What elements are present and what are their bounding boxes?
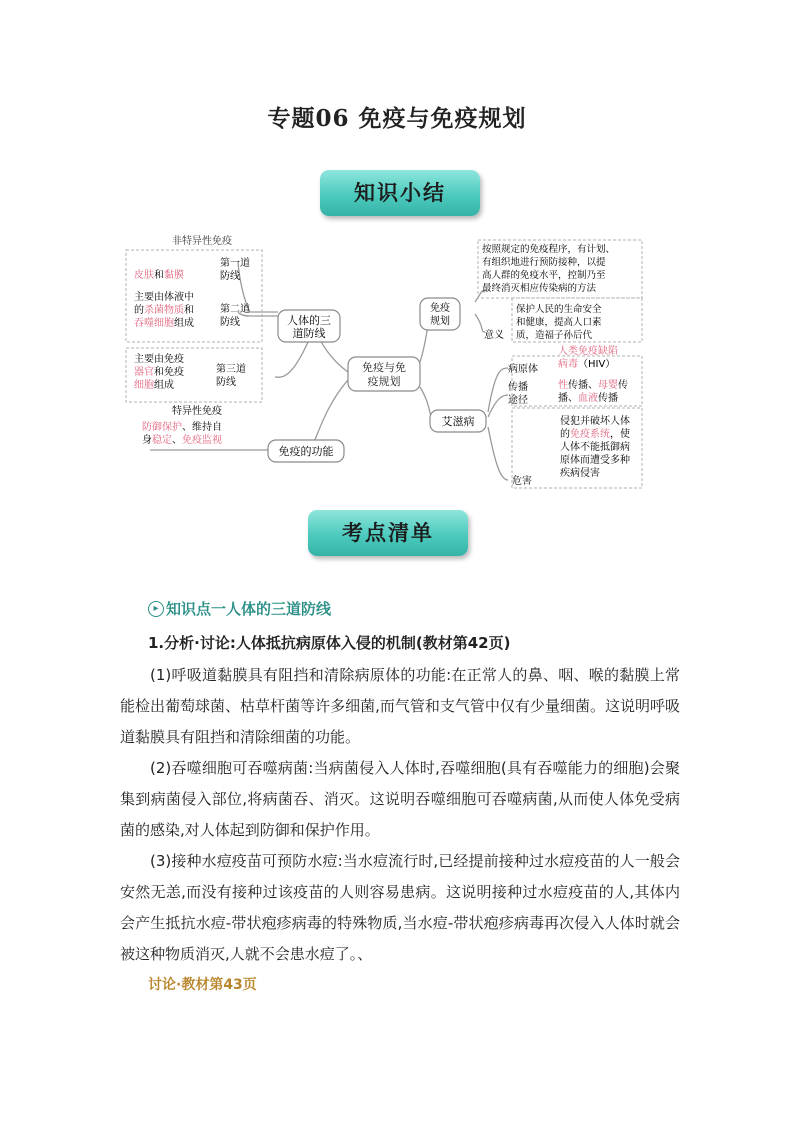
svg-text:播、血液传播: 播、血液传播: [558, 393, 618, 404]
svg-text:防线: 防线: [216, 377, 236, 388]
nonspecific-label: 非特异性免疫: [172, 236, 232, 247]
svg-text:病毒（HIV）: 病毒（HIV）: [558, 359, 616, 370]
mind-map: [120, 232, 648, 500]
svg-text:器官和免疫: 器官和免疫: [134, 367, 184, 378]
svg-text:的免疫系统，使: 的免疫系统，使: [560, 429, 630, 440]
meaning-desc-1: 和健康，提高人口素: [516, 317, 602, 328]
analysis-heading: 1.分析·讨论:人体抵抗病原体入侵的机制(教材第42页): [148, 634, 511, 652]
meaning-desc-0: 保护人民的生命安全: [516, 304, 602, 315]
meaning-desc-2: 质，造福子孙后代: [516, 330, 593, 341]
plan-desc-3: 最终消灭相应传染病的方法: [482, 283, 597, 294]
section-heading: [148, 598, 331, 619]
harm-label: 危害: [512, 476, 532, 487]
pathogen-label: 病原体: [508, 364, 538, 375]
third-line-desc: 主要由免疫: [134, 354, 184, 365]
svg-text:疫规划: 疫规划: [367, 375, 401, 388]
checklist-banner: 考点清单: [308, 510, 468, 556]
svg-text:人体不能抵御病: 人体不能抵御病: [560, 442, 630, 453]
svg-text:途径: 途径: [508, 395, 528, 406]
paragraph-3: (3)接种水痘疫苗可预防水痘:当水痘流行时,已经提前接种过水痘疫苗的人一般会安然无恙,而没有接种过该疫苗的人则容易患病。这说明接种过水痘疫苗的人,其体内会产生抵抗水痘-带状疱疹病毒的特殊物质,当水痘-带状疱疹病毒再次侵入人体时就会被这种物质消灭,人就不会患水痘了。、: [120, 852, 680, 963]
second-line-desc: 主要由体液中: [134, 292, 194, 303]
svg-text:防线: 防线: [220, 317, 240, 328]
route-label: 传播: [508, 382, 528, 393]
pathogen-desc: 人类免疫缺陷: [558, 346, 618, 357]
discussion-link[interactable]: 讨论·教材第43页: [148, 977, 257, 993]
second-line-label: 第二道: [220, 304, 250, 315]
svg-text:道防线: 道防线: [292, 327, 326, 340]
section-heading-text: 知识点一人体的三道防线: [166, 600, 332, 618]
meaning-label: 意义: [484, 330, 504, 341]
center-node: 免疫与免: [362, 361, 406, 374]
svg-text:疾病侵害: 疾病侵害: [560, 468, 600, 479]
route-desc: 性传播、母婴传: [558, 380, 628, 391]
aids-node: 艾滋病: [441, 415, 475, 428]
harm-desc: 侵犯并破坏人体: [560, 416, 630, 427]
first-line-label: 第一道: [220, 258, 250, 269]
svg-text:规划: 规划: [430, 316, 450, 327]
defense-node: 人体的三: [287, 314, 331, 327]
summary-banner: 知识小结: [320, 170, 480, 216]
plan-node: 免疫: [430, 303, 450, 314]
page-title: 专题06 免疫与免疫规划: [267, 105, 527, 132]
svg-text:细胞组成: 细胞组成: [134, 380, 174, 391]
function-node: 免疫的功能: [278, 445, 334, 458]
paragraph-1: (1)呼吸道黏膜具有阻挡和清除病原体的功能:在正常人的鼻、咽、喉的黏膜上常能检出葡萄球菌、枯草杆菌等许多细菌,而气管和支气管中仅有少量细菌。这说明呼吸道黏膜具有阻挡和清除细菌的功能。: [120, 666, 680, 746]
plan-desc-1: 有组织地进行预防接种，以提: [482, 257, 606, 268]
third-line-label: 第三道: [216, 364, 246, 375]
svg-text:防线: 防线: [220, 271, 240, 282]
first-line-desc: 皮肤和黏膜: [134, 270, 184, 281]
plan-desc-2: 高人群的免疫水平，控制乃至: [482, 270, 606, 281]
svg-text:的杀菌物质和: 的杀菌物质和: [134, 305, 194, 316]
plan-desc-0: 按照规定的免疫程序，有计划、: [482, 244, 616, 255]
paragraph-2: (2)吞噬细胞可吞噬病菌:当病菌侵入人体时,吞噬细胞(具有吞噬能力的细胞)会聚集到病菌侵入部位,将病菌吞、消灭。这说明吞噬细胞可吞噬病菌,从而使人体免受病菌的感染,对人体起到防御和保护作用。: [120, 759, 680, 839]
function-desc: 防御保护、维持自: [142, 422, 222, 433]
specific-label: 特异性免疫: [172, 406, 222, 417]
chevron-right-icon: ▸: [148, 601, 164, 617]
svg-text:原体而遭受多种: 原体而遭受多种: [560, 455, 630, 466]
svg-text:身稳定、免疫监视: 身稳定、免疫监视: [142, 435, 222, 446]
svg-text:吞噬细胞组成: 吞噬细胞组成: [134, 318, 194, 329]
